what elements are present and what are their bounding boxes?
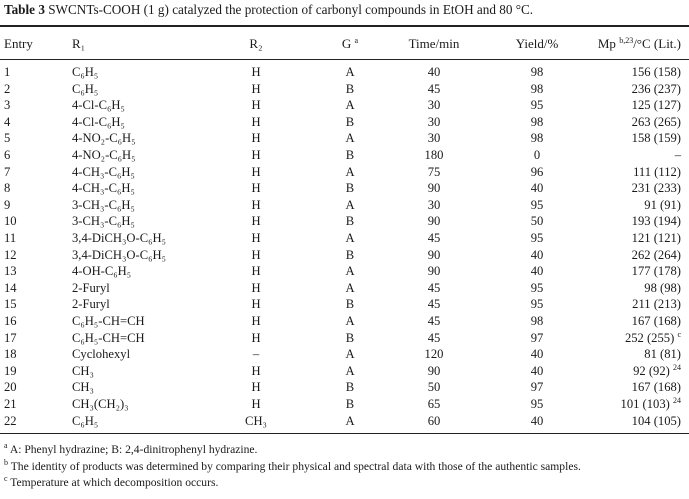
table-row bbox=[0, 247, 689, 263]
cell-g: A bbox=[345, 264, 355, 279]
top-rule bbox=[0, 25, 689, 27]
cell-mp-value: 98 (98) bbox=[644, 280, 681, 295]
cell-mp-footnote: 24 bbox=[673, 396, 681, 405]
cell-mp-value: 91 (91) bbox=[644, 197, 681, 212]
cell-time: 45 bbox=[427, 231, 441, 245]
cell-time: 45 bbox=[427, 81, 441, 96]
table-row bbox=[0, 213, 689, 229]
cell-g: B bbox=[345, 114, 355, 129]
table-row bbox=[0, 114, 689, 130]
table-row bbox=[0, 180, 689, 196]
cell-r1: 4-OH-C₆H₅ bbox=[72, 264, 132, 279]
cell-yield: 40 bbox=[530, 181, 544, 196]
cell-entry: 3 bbox=[4, 98, 11, 113]
cell-g: A bbox=[345, 197, 355, 212]
cell-time: 30 bbox=[427, 131, 441, 146]
cell-yield: 97 bbox=[530, 380, 544, 395]
cell-mp-value: 101 (103) bbox=[620, 397, 670, 411]
cell-entry: 17 bbox=[4, 330, 17, 345]
header-g-label: G bbox=[341, 36, 352, 51]
cell-yield: 95 bbox=[530, 397, 544, 411]
cell-r1: 2-Furyl bbox=[72, 297, 110, 312]
header-g bbox=[320, 36, 380, 52]
cell-time: 50 bbox=[427, 380, 441, 395]
cell-mp-value: 193 (194) bbox=[631, 214, 681, 229]
cell-g: B bbox=[345, 81, 355, 96]
cell-yield: 95 bbox=[530, 231, 544, 245]
table-row bbox=[0, 81, 689, 97]
cell-entry: 1 bbox=[4, 65, 11, 79]
footnote-text: The identity of products was determined by comparing their physical and spectral data with those of the authentic samples. bbox=[8, 459, 581, 473]
cell-mp bbox=[632, 379, 681, 395]
cell-r1: 3-CH₃-C₆H₅ bbox=[72, 197, 135, 212]
cell-mp-value: 121 (121) bbox=[631, 231, 681, 245]
cell-g: A bbox=[345, 164, 355, 179]
cell-mp bbox=[632, 247, 681, 263]
cell-r2: CH₃ bbox=[245, 413, 267, 428]
cell-mp bbox=[632, 230, 681, 246]
cell-r2: H bbox=[251, 363, 261, 378]
cell-r2: – bbox=[252, 347, 260, 362]
cell-r2: H bbox=[251, 330, 261, 345]
cell-mp bbox=[633, 164, 681, 180]
cell-g: B bbox=[345, 397, 355, 411]
cell-entry: 11 bbox=[4, 231, 17, 245]
header-mp-footnote: b,23 bbox=[619, 36, 634, 45]
cell-mp bbox=[632, 114, 681, 130]
cell-entry: 2 bbox=[4, 81, 11, 96]
cell-time: 75 bbox=[427, 164, 441, 179]
cell-time: 120 bbox=[424, 347, 444, 362]
cell-r1: 4-Cl-C₆H₅ bbox=[72, 114, 125, 129]
cell-time: 45 bbox=[427, 297, 441, 312]
cell-r2: H bbox=[251, 314, 261, 328]
cell-g: B bbox=[345, 214, 355, 229]
cell-yield: 40 bbox=[530, 413, 544, 428]
footnote-b bbox=[4, 457, 581, 473]
cell-r2: H bbox=[251, 114, 261, 129]
cell-g: A bbox=[345, 363, 355, 378]
table-label: Table 3 bbox=[4, 2, 45, 17]
cell-mp bbox=[632, 81, 681, 97]
cell-r1: 3-CH₃-C₆H₅ bbox=[72, 214, 135, 229]
table-caption bbox=[4, 2, 533, 18]
cell-g: A bbox=[345, 231, 355, 245]
table-row bbox=[0, 147, 689, 163]
cell-mp bbox=[632, 263, 681, 279]
cell-g: B bbox=[345, 181, 355, 196]
header-mp-label: Mp bbox=[597, 36, 616, 51]
cell-r2: H bbox=[251, 247, 261, 262]
footnote-text: A: Phenyl hydrazine; B: 2,4-dinitrophenyl hydrazine. bbox=[7, 443, 258, 456]
cell-r1: CH₃ bbox=[72, 363, 94, 378]
cell-mp bbox=[632, 413, 681, 429]
cell-time: 45 bbox=[427, 280, 441, 295]
cell-mp-value: 158 (159) bbox=[631, 131, 681, 146]
footnote-text: Temperature at which decomposition occurs. bbox=[7, 476, 219, 489]
cell-r2: H bbox=[251, 148, 261, 162]
table-header bbox=[0, 36, 689, 52]
cell-mp-value: 156 (158) bbox=[631, 65, 681, 79]
cell-r1: 4-CH₃-C₆H₅ bbox=[72, 164, 135, 179]
cell-r2: H bbox=[251, 81, 261, 96]
cell-g: B bbox=[345, 297, 355, 312]
table-row bbox=[0, 230, 689, 246]
footnote-mark: a bbox=[4, 441, 8, 450]
bottom-rule bbox=[0, 433, 689, 434]
cell-mp-value: 262 (264) bbox=[631, 247, 681, 262]
cell-r1: C₆H₅-CH=CH bbox=[72, 314, 145, 328]
table-row bbox=[0, 280, 689, 296]
cell-entry: 16 bbox=[4, 314, 17, 328]
cell-mp-value: 111 (112) bbox=[633, 164, 681, 179]
cell-yield: 98 bbox=[530, 131, 544, 146]
cell-mp bbox=[644, 346, 681, 362]
cell-mp bbox=[621, 396, 681, 412]
cell-time: 65 bbox=[427, 397, 441, 411]
cell-yield: 98 bbox=[530, 114, 544, 129]
footnote-mark: b bbox=[4, 457, 8, 467]
cell-time: 45 bbox=[427, 330, 441, 345]
cell-r1: C₆H₅ bbox=[72, 413, 99, 428]
cell-mp-value: 252 (255) bbox=[624, 330, 675, 345]
cell-entry: 7 bbox=[4, 164, 11, 179]
cell-entry: 21 bbox=[4, 397, 17, 411]
cell-mp bbox=[633, 363, 681, 379]
cell-r2: H bbox=[251, 397, 261, 411]
cell-r1: C₆H₅-CH=CH bbox=[72, 330, 145, 345]
cell-mp-value: – bbox=[674, 148, 681, 162]
cell-time: 30 bbox=[427, 197, 441, 212]
cell-yield: 98 bbox=[530, 81, 544, 96]
footnote-mark: c bbox=[4, 474, 8, 483]
caption-text: SWCNTs-COOH (1 g) catalyzed the protection of carbonyl compounds in EtOH and 80 °C. bbox=[44, 2, 534, 17]
cell-mp bbox=[625, 330, 681, 346]
cell-yield: 40 bbox=[530, 264, 544, 279]
cell-r1: CH₃(CH₂)₃ bbox=[72, 397, 129, 411]
cell-entry: 18 bbox=[4, 347, 17, 362]
header-rule bbox=[0, 59, 689, 60]
table-row bbox=[0, 164, 689, 180]
header-mp-unit: /°C (Lit.) bbox=[633, 36, 681, 51]
cell-r1: Cyclohexyl bbox=[72, 347, 131, 362]
cell-time: 60 bbox=[427, 413, 441, 428]
cell-r1: CH₃ bbox=[72, 380, 94, 395]
cell-mp bbox=[632, 64, 681, 80]
table-row bbox=[0, 330, 689, 346]
cell-mp-value: 104 (105) bbox=[631, 413, 681, 428]
header-r2: R₂ bbox=[249, 36, 263, 51]
cell-yield: 95 bbox=[530, 197, 544, 212]
cell-mp-value: 167 (168) bbox=[631, 380, 681, 395]
header-g-footnote: a bbox=[354, 36, 359, 45]
cell-entry: 22 bbox=[4, 413, 17, 428]
cell-mp-value: 177 (178) bbox=[631, 264, 681, 279]
header-time: Time/min bbox=[408, 36, 460, 51]
cell-time: 90 bbox=[427, 247, 441, 262]
cell-yield: 40 bbox=[530, 363, 544, 378]
cell-entry: 19 bbox=[4, 363, 17, 378]
table-row bbox=[0, 97, 689, 113]
cell-time: 40 bbox=[427, 65, 441, 79]
table-row bbox=[0, 363, 689, 379]
cell-g: B bbox=[345, 247, 355, 262]
cell-g: B bbox=[345, 148, 355, 162]
cell-mp-value: 231 (233) bbox=[631, 181, 681, 196]
table-row bbox=[0, 396, 689, 412]
cell-r1: 4-NO₂-C₆H₅ bbox=[72, 131, 136, 146]
cell-entry: 9 bbox=[4, 197, 11, 212]
cell-mp-value: 81 (81) bbox=[644, 347, 681, 362]
table-row bbox=[0, 197, 689, 213]
cell-yield: 95 bbox=[530, 297, 544, 312]
cell-g: A bbox=[345, 314, 355, 328]
cell-entry: 10 bbox=[4, 214, 17, 229]
table-row bbox=[0, 130, 689, 146]
cell-entry: 12 bbox=[4, 247, 17, 262]
header-mp bbox=[598, 36, 681, 52]
footnote-a bbox=[4, 443, 257, 456]
cell-r1: 4-Cl-C₆H₅ bbox=[72, 98, 125, 113]
cell-g: A bbox=[345, 131, 355, 146]
table-row bbox=[0, 413, 689, 429]
header-r1: R₁ bbox=[72, 36, 86, 51]
cell-r2: H bbox=[251, 264, 261, 279]
table-row bbox=[0, 379, 689, 395]
cell-yield: 98 bbox=[530, 65, 544, 79]
cell-r2: H bbox=[251, 98, 261, 113]
cell-yield: 95 bbox=[530, 98, 544, 113]
cell-g: A bbox=[345, 413, 355, 428]
cell-entry: 6 bbox=[4, 148, 11, 162]
cell-g: A bbox=[345, 280, 355, 295]
cell-time: 45 bbox=[427, 314, 441, 328]
footnote-c bbox=[4, 476, 218, 489]
cell-mp bbox=[644, 280, 681, 296]
cell-yield: 97 bbox=[530, 330, 544, 345]
cell-r2: H bbox=[251, 164, 261, 179]
cell-yield: 50 bbox=[530, 214, 544, 229]
cell-r2: H bbox=[251, 297, 261, 312]
table-row bbox=[0, 346, 689, 362]
cell-r2: H bbox=[251, 214, 261, 229]
cell-mp bbox=[632, 296, 681, 312]
cell-r2: H bbox=[251, 280, 261, 295]
cell-time: 30 bbox=[427, 98, 441, 113]
cell-r2: H bbox=[251, 131, 261, 146]
table-row bbox=[0, 313, 689, 329]
cell-entry: 13 bbox=[4, 264, 17, 279]
cell-mp-value: 236 (237) bbox=[631, 81, 681, 96]
cell-time: 90 bbox=[427, 363, 441, 378]
cell-mp-footnote: 24 bbox=[673, 362, 681, 372]
cell-mp-value: 92 (92) bbox=[633, 363, 670, 378]
cell-entry: 4 bbox=[4, 114, 11, 129]
header-entry: Entry bbox=[4, 36, 33, 51]
cell-g: A bbox=[345, 65, 355, 79]
cell-mp bbox=[675, 147, 681, 163]
cell-r1: 3,4-DiCH₃O-C₆H₅ bbox=[72, 247, 166, 262]
cell-time: 90 bbox=[427, 214, 441, 229]
cell-time: 90 bbox=[427, 264, 441, 279]
cell-time: 30 bbox=[427, 114, 441, 129]
cell-mp bbox=[632, 130, 681, 146]
cell-mp bbox=[632, 213, 681, 229]
cell-r1: 4-NO₂-C₆H₅ bbox=[72, 148, 136, 162]
cell-mp-value: 263 (265) bbox=[631, 114, 681, 129]
table-row bbox=[0, 64, 689, 80]
table-row bbox=[0, 263, 689, 279]
cell-yield: 98 bbox=[530, 314, 544, 328]
cell-yield: 96 bbox=[530, 164, 544, 179]
cell-g: A bbox=[345, 98, 355, 113]
cell-entry: 8 bbox=[4, 181, 11, 196]
cell-entry: 15 bbox=[4, 297, 17, 312]
cell-mp-value: 167 (168) bbox=[631, 314, 681, 328]
table-row bbox=[0, 296, 689, 312]
cell-entry: 14 bbox=[4, 280, 17, 295]
cell-r2: H bbox=[251, 380, 261, 395]
cell-r1: 4-CH₃-C₆H₅ bbox=[72, 181, 135, 196]
header-yield: Yield/% bbox=[515, 36, 559, 51]
cell-g: B bbox=[345, 330, 355, 345]
cell-g: B bbox=[345, 380, 355, 395]
cell-r1: 3,4-DiCH₃O-C₆H₅ bbox=[72, 231, 166, 245]
cell-mp-value: 125 (127) bbox=[631, 98, 681, 113]
cell-r2: H bbox=[251, 65, 261, 79]
cell-time: 180 bbox=[424, 148, 444, 162]
cell-mp-footnote: c bbox=[677, 329, 681, 339]
cell-mp bbox=[632, 313, 681, 329]
cell-yield: 95 bbox=[530, 280, 544, 295]
cell-r2: H bbox=[251, 231, 261, 245]
cell-mp bbox=[632, 180, 681, 196]
cell-r1: C₆H₅ bbox=[72, 65, 99, 79]
cell-g: A bbox=[345, 347, 355, 362]
cell-mp-value: 211 (213) bbox=[632, 297, 681, 312]
cell-mp bbox=[632, 97, 681, 113]
cell-r1: 2-Furyl bbox=[72, 280, 110, 295]
cell-yield: 40 bbox=[530, 347, 544, 362]
cell-entry: 5 bbox=[4, 131, 11, 146]
cell-yield: 40 bbox=[530, 247, 544, 262]
cell-mp bbox=[644, 197, 681, 213]
cell-entry: 20 bbox=[4, 380, 17, 395]
cell-yield: 0 bbox=[533, 148, 541, 162]
cell-r2: H bbox=[251, 181, 261, 196]
cell-r2: H bbox=[251, 197, 261, 212]
cell-r1: C₆H₅ bbox=[72, 81, 99, 96]
cell-time: 90 bbox=[427, 181, 441, 196]
